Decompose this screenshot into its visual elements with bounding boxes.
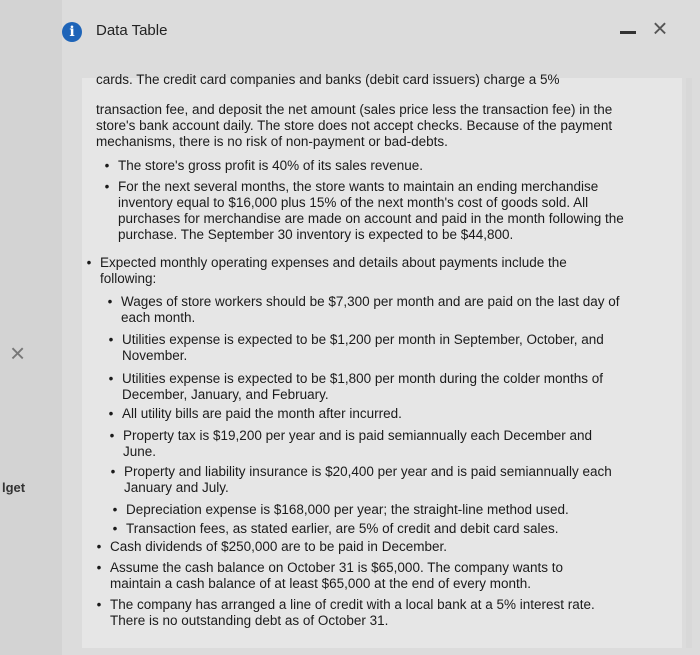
content-scrollbar[interactable] (686, 78, 692, 648)
bullet-icon: • (86, 255, 92, 270)
list-item-text: The company has arranged a line of credit with a local bank at a 5% interest rate. There is no outstanding debt as of October 31. (110, 597, 595, 628)
list-item (110, 464, 639, 496)
bullet-icon: • (104, 179, 110, 194)
dialog-title: Data Table (96, 22, 168, 39)
data-table-dialog (62, 0, 700, 655)
list-item (108, 371, 642, 403)
list-item-text: For the next several months, the store wants to maintain an ending merchandise inventory equal to $16,000 plus 15% of the next month's cost of goods sold. All purchases for merchandise are made on account and paid in the month following the purchase. The September 30 inventory is expected to be $44,800. (118, 179, 624, 242)
list-item-text: Utilities expense is expected to be $1,800 per month during the colder months of December, January, and February. (122, 371, 604, 402)
list-item (107, 294, 641, 326)
background-partial-text: lget (2, 480, 26, 495)
bullet-icon: • (112, 502, 118, 517)
list-item (109, 428, 628, 460)
intro-paragraph: transaction fee, and deposit the net amount (sales price less the transaction fee) in the store's bank account daily. The store does not accept checks. Because of the payment mechanisms, there is no risk of non-payment or bad-debts. (96, 102, 613, 149)
list-item (86, 255, 610, 287)
info-icon: i (62, 22, 82, 42)
title-bar (62, 0, 700, 62)
list-item (108, 332, 642, 364)
list-item (108, 406, 642, 422)
list-item (104, 179, 643, 243)
list-item (104, 158, 648, 174)
background-close-icon[interactable]: × (10, 338, 26, 368)
list-item-text: Wages of store workers should be $7,300 per month and are paid on the last day of each month. (121, 294, 620, 325)
list-item-text: Property and liability insurance is $20,400 per year and is paid semiannually each January and July. (124, 464, 612, 495)
list-item (96, 539, 610, 555)
minimize-button[interactable] (616, 18, 640, 42)
list-item (112, 502, 626, 518)
list-item-text: All utility bills are paid the month after incurred. (122, 406, 402, 421)
bullet-icon: • (104, 158, 110, 173)
bullet-icon: • (107, 294, 113, 309)
data-table-content (82, 72, 682, 648)
background-window (0, 0, 62, 655)
list-item-text: Property tax is $19,200 per year and is paid semiannually each December and June. (123, 428, 593, 459)
list-item-text: Expected monthly operating expenses and details about payments include the following: (100, 255, 567, 286)
close-icon[interactable]: × (652, 13, 668, 43)
list-item (96, 597, 615, 629)
bullet-icon: • (96, 560, 102, 575)
bullet-icon: • (109, 428, 115, 443)
list-item-text: Assume the cash balance on October 31 is $65,000. The company wants to maintain a cash balance of at least $65,000 at the end of every month. (110, 560, 564, 591)
bullet-icon: • (96, 539, 102, 554)
list-item (96, 560, 615, 592)
list-item (112, 521, 626, 537)
list-item-text: The store's gross profit is 40% of its sales revenue. (118, 158, 423, 173)
list-item-text: Transaction fees, as stated earlier, are 5% of credit and debit card sales. (126, 521, 559, 536)
list-item-text: Utilities expense is expected to be $1,200 per month in September, October, and November. (122, 332, 604, 363)
bullet-icon: • (108, 332, 114, 347)
cut-off-line: cards. The credit card companies and banks (debit card issuers) charge a 5% (96, 72, 560, 87)
bullet-icon: • (110, 464, 116, 479)
bullet-icon: • (108, 371, 114, 386)
list-item-text: Cash dividends of $250,000 are to be paid in December. (110, 539, 447, 554)
bullet-icon: • (108, 406, 114, 421)
bullet-icon: • (96, 597, 102, 612)
bullet-icon: • (112, 521, 118, 536)
list-item-text: Depreciation expense is $168,000 per year; the straight-line method used. (126, 502, 569, 517)
